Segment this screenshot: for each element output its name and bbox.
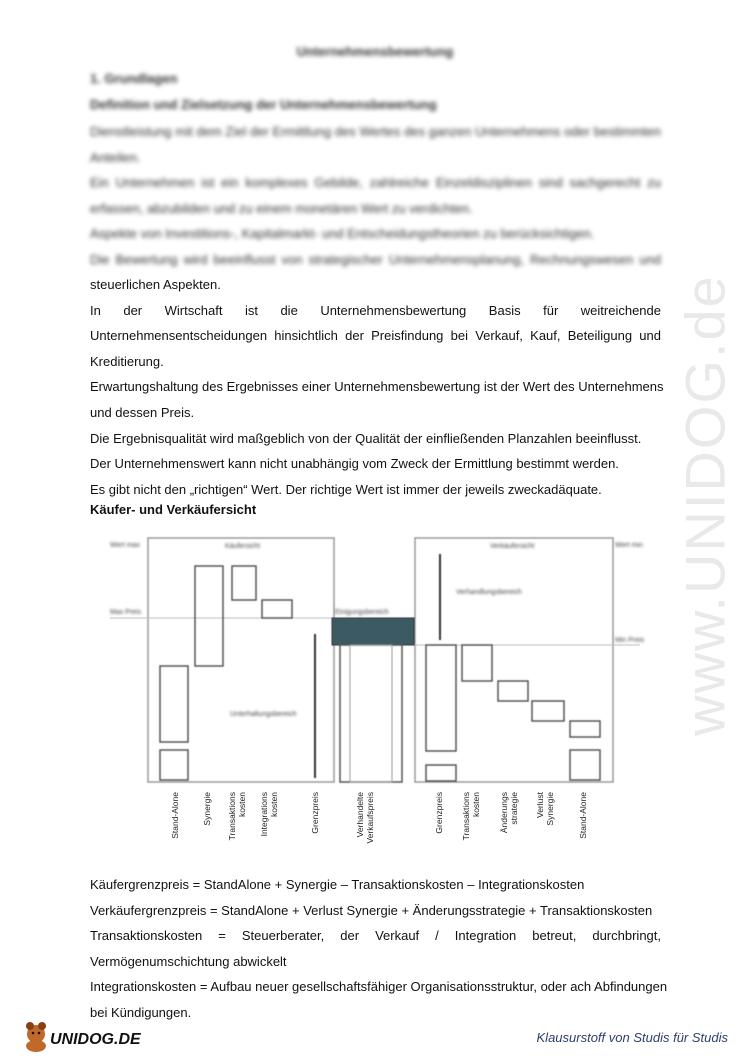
body-line: Es gibt nicht den „richtigen“ Wert. Der richtige Wert ist immer der jeweils zweckadäquate. bbox=[90, 481, 602, 497]
blurred-line: Aspekte von Investitions-, Kapitalmarkt- und Entscheidungstheorien zu berücksichtigen. bbox=[90, 226, 595, 242]
x-axis-label: Änderungs bbox=[499, 792, 509, 834]
body-line: steuerlichen Aspekten. bbox=[90, 277, 221, 292]
x-axis-label: Verkaufspreis bbox=[365, 792, 375, 844]
footer-tagline: Klausurstoff von Studis für Studis bbox=[536, 1030, 728, 1045]
right-mid-axis-label: Min Preis bbox=[615, 637, 645, 644]
blurred-line: Die Bewertung wird beeinflusst von strategischer Unternehmensplanung, Rechnungswesen und bbox=[90, 251, 661, 267]
body-line: Kreditierung. bbox=[90, 353, 164, 369]
unidog-logo bbox=[20, 1016, 160, 1056]
x-axis-label: Integrations bbox=[259, 792, 269, 837]
blurred-line: Ein Unternehmen ist ein komplexes Gebilde, zahlreiche Einzeldisziplinen sind sachgerecht zu bbox=[90, 175, 661, 191]
body-line: Unternehmensentscheidungen hinsichtlich der Preisfindung bei Verkauf, Kauf, Beteiligung und bbox=[90, 328, 661, 344]
blurred-line: erfassen, abzubilden und zu einem monetären Wert zu verdichten. bbox=[90, 200, 473, 216]
formula-transaction-costs-cont: Vermögenumschichtung abwickelt bbox=[90, 953, 287, 969]
watermark bbox=[660, 270, 750, 740]
x-axis-label: kosten bbox=[269, 792, 279, 818]
x-axis-label: Transaktions bbox=[227, 792, 237, 841]
formula-integration-costs-cont: bei Kündigungen. bbox=[90, 1004, 192, 1020]
document-title: Unternehmensbewertung bbox=[296, 44, 454, 59]
formula-buyer-limit: Käufergrenzpreis = StandAlone + Synergie – Transaktionskosten – Integrationskosten bbox=[90, 877, 585, 892]
body-line: In der Wirtschaft ist die Unternehmensbewertung Basis für weitreichende bbox=[90, 302, 661, 318]
x-axis-label: Synergie bbox=[202, 792, 212, 826]
body-line: und dessen Preis. bbox=[90, 404, 195, 420]
body-paragraph-block bbox=[90, 272, 664, 502]
section-heading: 1. Grundlagen bbox=[90, 71, 178, 86]
standalone-bar-buyer bbox=[160, 666, 188, 742]
x-axis-label: Verlust bbox=[535, 792, 545, 818]
standalone-bar-seller bbox=[570, 721, 600, 737]
diagram-heading: Käufer- und Verkäufersicht bbox=[90, 502, 257, 517]
blurred-paragraph-block bbox=[90, 119, 661, 273]
body-line: Erwartungshaltung des Ergebnisses einer Unternehmensbewertung ist der Wert des Unternehmens bbox=[90, 379, 664, 395]
body-line: Der Unternehmenswert kann nicht unabhängig vom Zweck der Ermittlung bestimmt werden. bbox=[90, 456, 619, 472]
formula-integration-costs: Integrationskosten = Aufbau neuer gesellschaftsfähiger Organisationsstruktur, oder ach Abfindungen bbox=[90, 979, 668, 995]
seller-limit-bar bbox=[426, 645, 456, 751]
lost-synergy-bar bbox=[532, 701, 564, 721]
x-axis-label: Transaktions bbox=[461, 792, 471, 841]
seller-panel-label: Verkäufersicht bbox=[490, 543, 535, 550]
x-axis-label: Grenzpreis bbox=[310, 792, 320, 834]
x-axis-label: Stand-Alone bbox=[170, 792, 180, 839]
formula-transaction-costs: Transaktionskosten = Steuerberater, der Verkauf / Integration betreut, durchbringt, bbox=[90, 928, 661, 944]
subsection-heading: Definition und Zielsetzung der Unternehmensbewertung bbox=[90, 97, 437, 112]
buyer-panel bbox=[148, 538, 334, 782]
buyer-seller-diagram bbox=[110, 530, 645, 860]
formulas-block bbox=[90, 872, 668, 1026]
formula-seller-limit: Verkäufergrenzpreis = StandAlone + Verlust Synergie + Änderungsstrategie + Transaktionskosten bbox=[90, 902, 653, 918]
change-strategy-bar bbox=[498, 681, 528, 701]
x-axis-label: Synergie bbox=[545, 792, 555, 826]
body-line: Die Ergebnisqualität wird maßgeblich von der Qualität der einfließenden Planzahlen beeinflusst. bbox=[90, 430, 642, 446]
integration-cost-bar bbox=[262, 600, 292, 618]
x-axis-label: strategie bbox=[509, 792, 519, 825]
x-axis-label: kosten bbox=[237, 792, 247, 818]
seller-area-label: Verhandlungsbereich bbox=[456, 589, 522, 596]
right-top-axis-label: Wert min bbox=[615, 542, 643, 549]
dog-icon bbox=[20, 1016, 160, 1056]
x-axis-label: Verhandelte bbox=[355, 792, 365, 838]
transaction-cost-bar-buyer bbox=[232, 566, 256, 600]
x-axis-label: kosten bbox=[471, 792, 481, 818]
agreement-band bbox=[332, 618, 414, 645]
transaction-cost-bar-seller bbox=[462, 645, 492, 681]
x-axis-label: Stand-Alone bbox=[578, 792, 588, 839]
left-top-axis-label: Wert max bbox=[110, 542, 140, 549]
left-mid-axis-label: Max Preis bbox=[110, 609, 142, 616]
negotiated-price-bar bbox=[340, 645, 402, 782]
x-axis-label: Grenzpreis bbox=[434, 792, 444, 834]
blurred-line: Anteilen. bbox=[90, 149, 141, 165]
buyer-panel-label: Käufersicht bbox=[225, 543, 261, 550]
synergy-bar bbox=[195, 566, 223, 666]
blurred-line: Dienstleistung mit dem Ziel der Ermittlung des Wertes des ganzen Unternehmens oder bestimmten bbox=[90, 124, 661, 139]
buyer-area-label: Unterhaltungsbereich bbox=[230, 711, 297, 718]
middle-area-label: Einigungsbereich bbox=[335, 609, 389, 616]
watermark-text: www.UNIDOG.de bbox=[673, 274, 737, 736]
seller-panel bbox=[415, 538, 613, 782]
logo-text: UNIDOG.DE bbox=[50, 1031, 141, 1048]
